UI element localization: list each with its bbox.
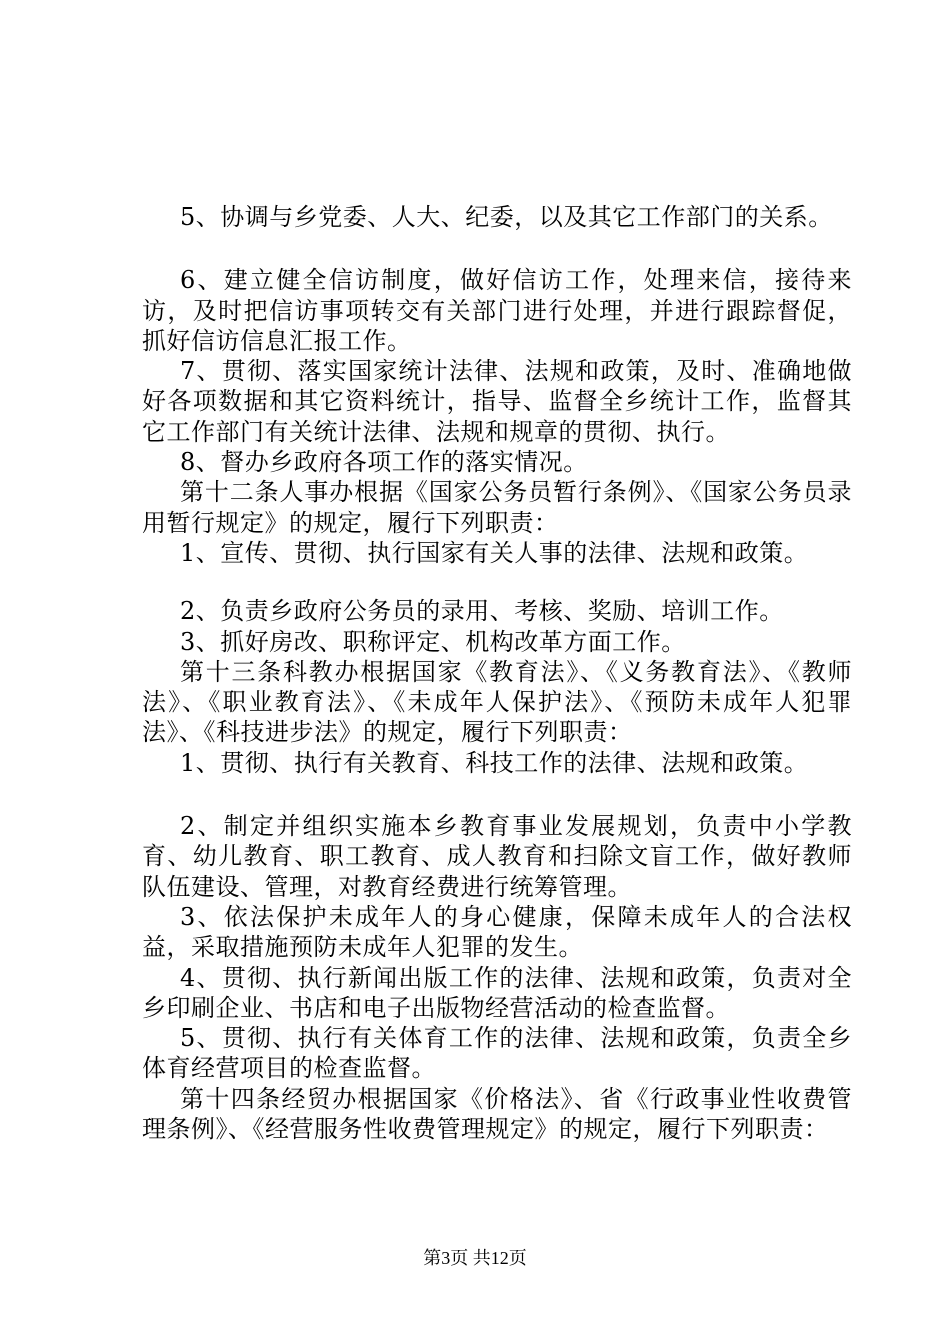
paragraph: 1、贯彻、执行有关教育、科技工作的法律、法规和政策。 [180, 748, 809, 777]
paragraph: 4、贯彻、执行新闻出版工作的法律、法规和政策，负责对全乡印刷企业、书店和电子出版物经营活动的检查监督。 [142, 963, 852, 1022]
paragraph: 2、制定并组织实施本乡教育事业发展规划，负责中小学教育、幼儿教育、职工教育、成人教育和扫除文盲工作，做好教师队伍建设、管理，对教育经费进行统筹管理。 [142, 812, 852, 901]
paragraph: 3、抓好房改、职称评定、机构改革方面工作。 [180, 627, 686, 656]
paragraph: 2、负责乡政府公务员的录用、考核、奖励、培训工作。 [180, 597, 784, 626]
paragraph: 第十四条经贸办根据国家《价格法》、省《行政事业性收费管理条例》、《经营服务性收费管理规定》的规定，履行下列职责： [142, 1084, 852, 1144]
document-body [142, 202, 852, 1144]
paragraph: 7、贯彻、落实国家统计法律、法规和政策，及时、准确地做好各项数据和其它资料统计，指导、监督全乡统计工作，监督其它工作部门有关统计法律、法规和规章的贯彻、执行。 [142, 357, 852, 446]
paragraph: 第十二条人事办根据《国家公务员暂行条例》、《国家公务员录用暂行规定》的规定，履行下列职责： [142, 478, 852, 537]
paragraph: 5、贯彻、执行有关体育工作的法律、法规和政策，负责全乡体育经营项目的检查监督。 [142, 1024, 852, 1083]
paragraph: 第十三条科教办根据国家《教育法》、《义务教育法》、《教师法》、《职业教育法》、《未成年人保护法》、《预防未成年人犯罪法》、《科技进步法》的规定，履行下列职责： [142, 657, 852, 747]
paragraph: 3、依法保护未成年人的身心健康，保障未成年人的合法权益，采取措施预防未成年人犯罪的发生。 [142, 902, 852, 962]
page-number-footer: 第3页 共12页 [423, 1248, 527, 1268]
paragraph: 8、督办乡政府各项工作的落实情况。 [180, 448, 588, 477]
paragraph: 1、宣传、贯彻、执行国家有关人事的法律、法规和政策。 [180, 538, 809, 567]
paragraph: 6、建立健全信访制度，做好信访工作，处理来信，接待来访，及时把信访事项转交有关部门进行处理，并进行跟踪督促，抓好信访信息汇报工作。 [142, 266, 852, 355]
paragraph: 5、协调与乡党委、人大、纪委，以及其它工作部门的关系。 [180, 203, 833, 231]
